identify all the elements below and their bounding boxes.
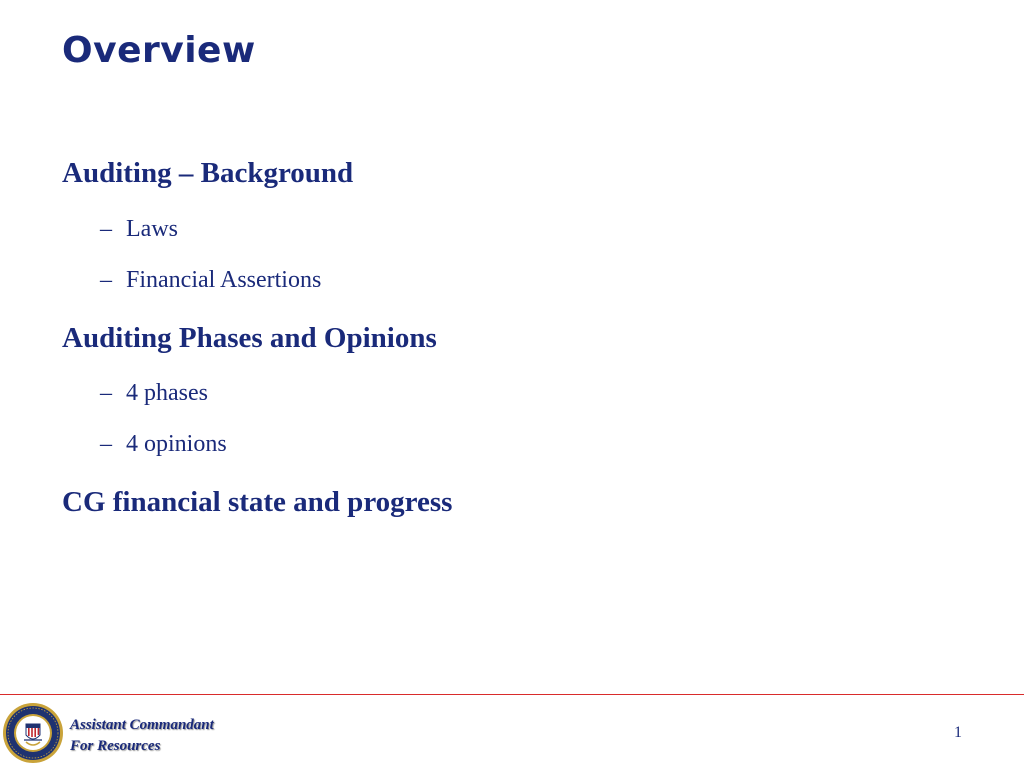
list-item — [100, 267, 321, 294]
footer-divider — [0, 694, 1024, 695]
list-item-text: 4 phases — [126, 380, 208, 406]
list-item-text: Financial Assertions — [126, 267, 322, 293]
slide-title: Overview — [62, 30, 256, 71]
list-item-text: 4 opinions — [126, 431, 227, 457]
page-number: 1 — [954, 724, 962, 741]
footer-org-line1: Assistant Commandant — [70, 717, 214, 733]
coast-guard-seal-icon — [2, 702, 64, 764]
list-item-text: Laws — [126, 216, 178, 242]
section-heading-background: Auditing – Background — [62, 157, 354, 189]
list-item — [100, 431, 227, 458]
bullet-dash: – — [100, 216, 112, 242]
section-heading-financial-state: CG financial state and progress — [62, 486, 453, 518]
bullet-dash: – — [100, 431, 112, 457]
footer-org-line2: For Resources — [70, 738, 161, 754]
section-heading-phases: Auditing Phases and Opinions — [62, 322, 437, 354]
list-item — [100, 380, 208, 407]
bullet-dash: – — [100, 267, 112, 293]
bullet-dash: – — [100, 380, 112, 406]
list-item — [100, 216, 178, 243]
